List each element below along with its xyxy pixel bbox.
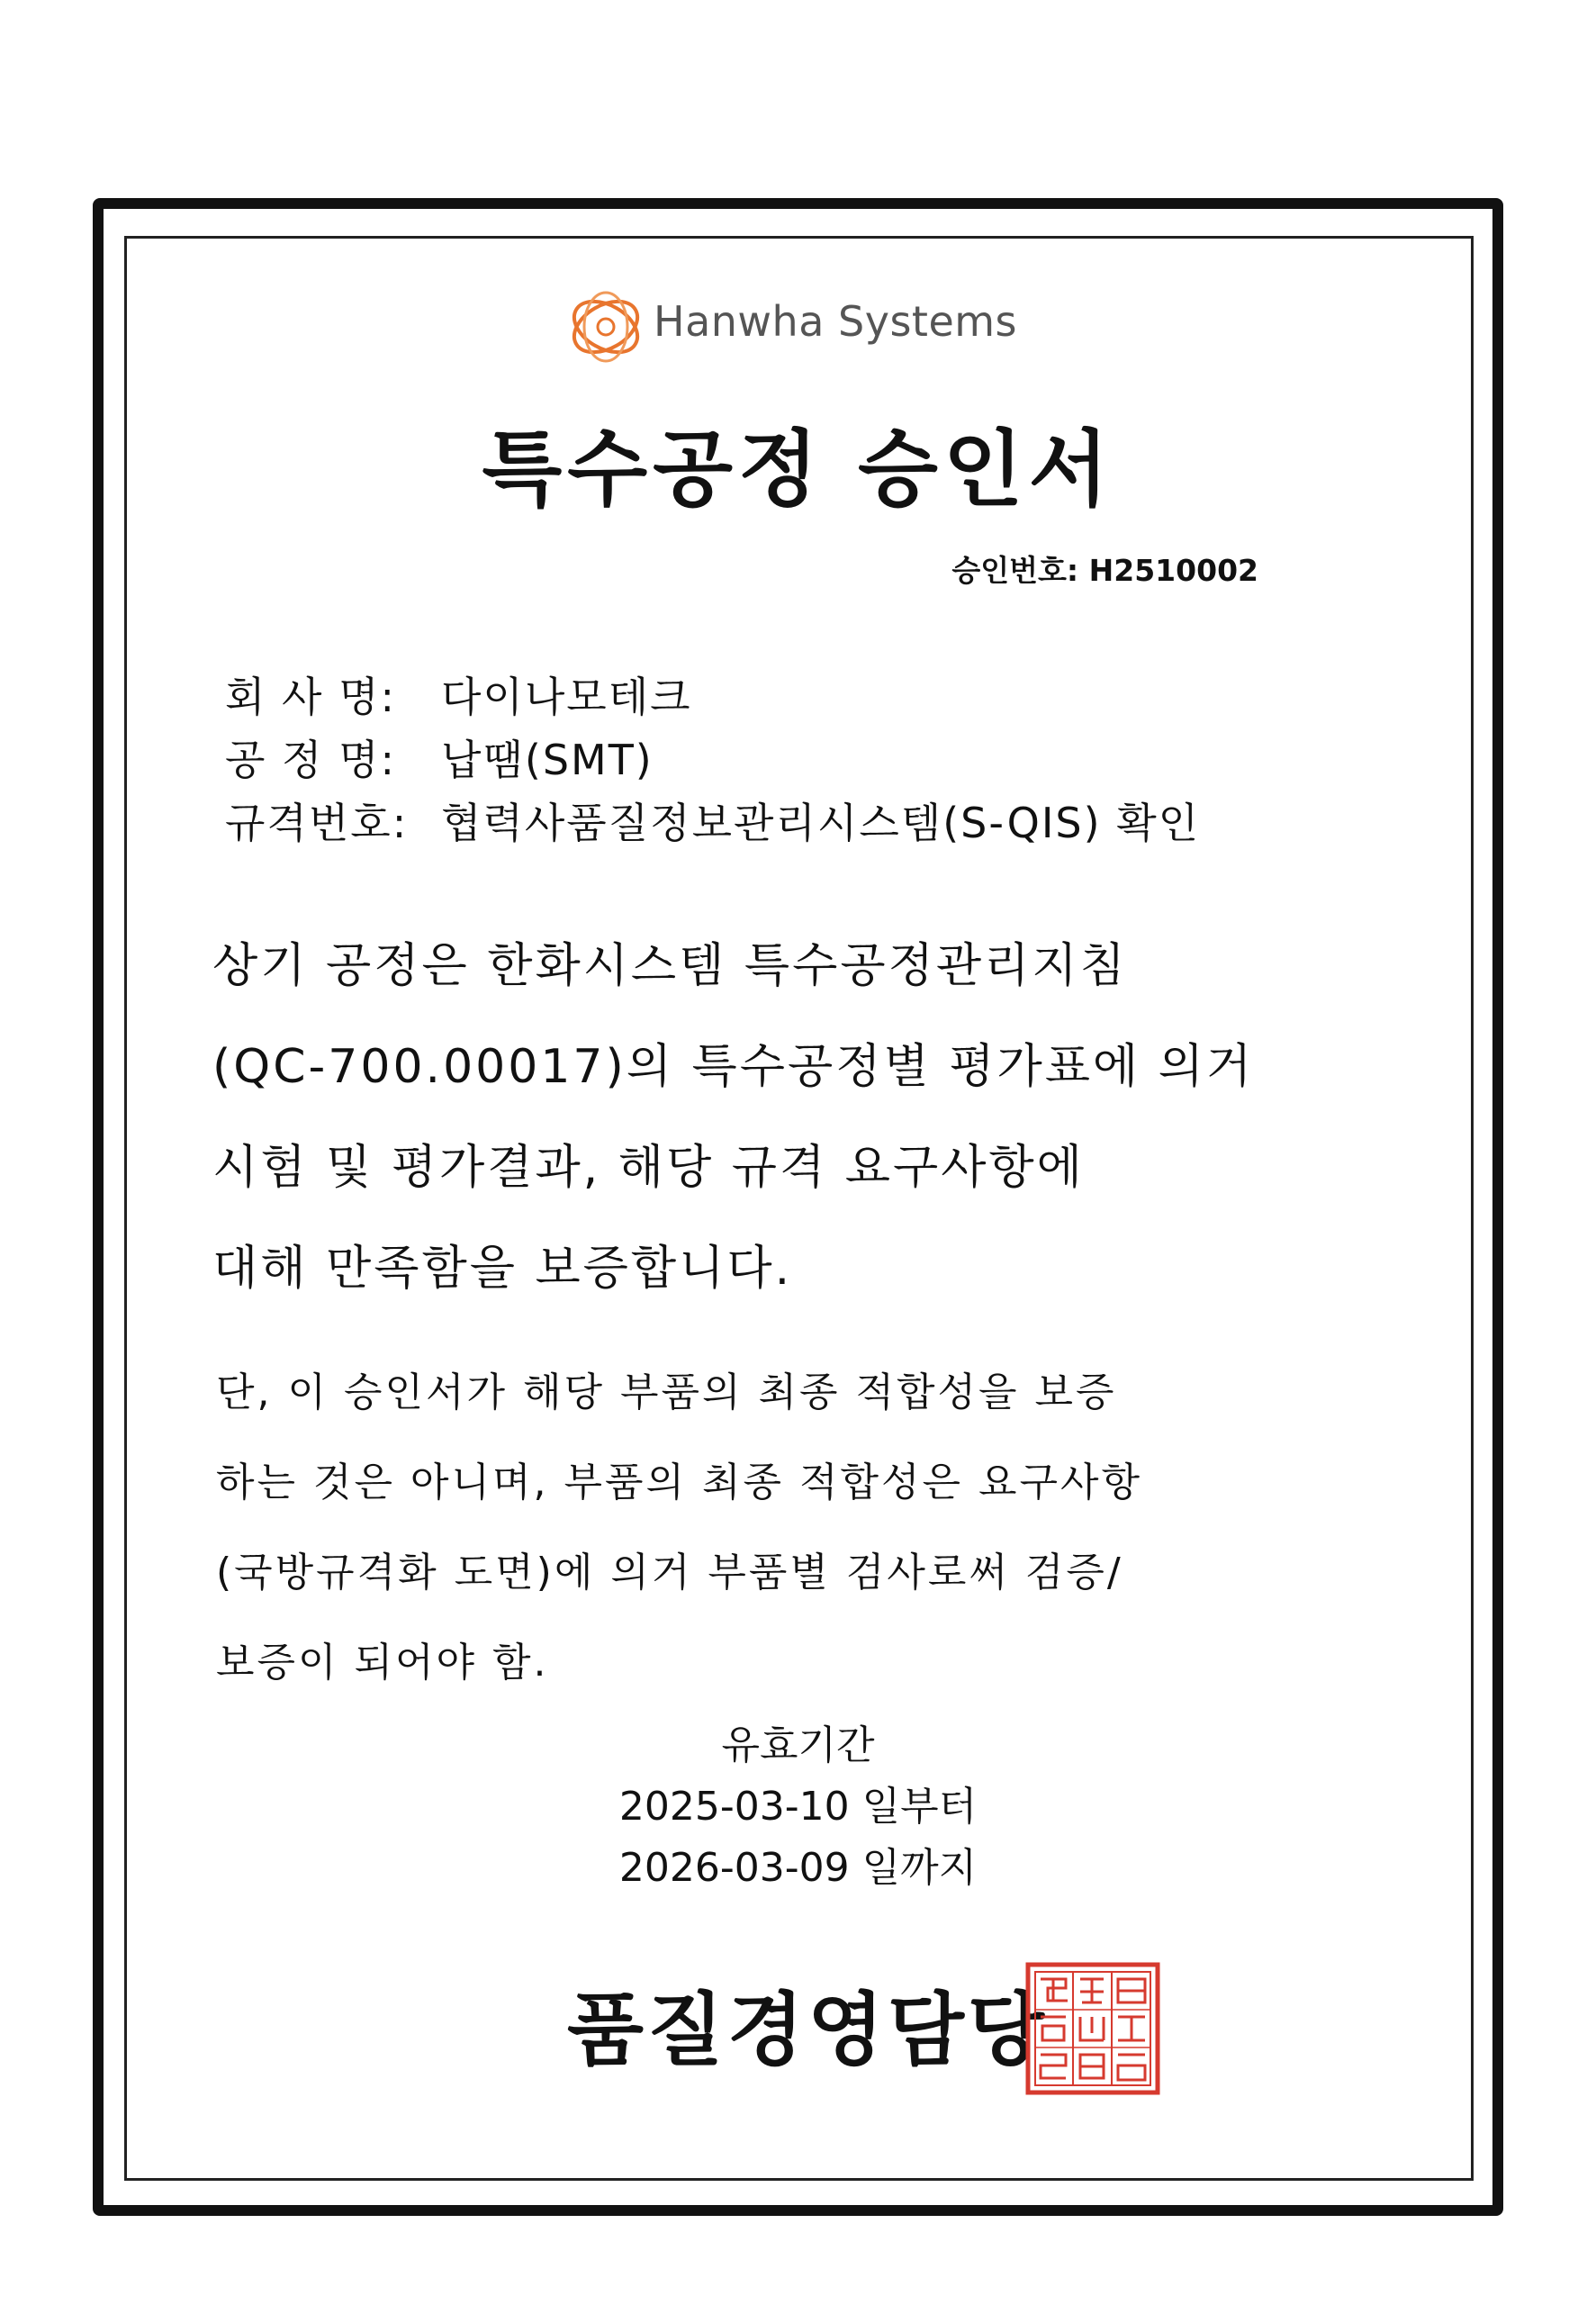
info-label: 회 사 명:: [225, 673, 397, 721]
official-seal: [1024, 1961, 1161, 2096]
disclaimer-line: 하는 것은 아니며, 부품의 최종 적합성은 요구사항: [216, 1460, 1142, 1505]
info-row-process: [225, 728, 1200, 791]
issuer-name: 품질경영담당: [567, 1984, 1049, 2076]
info-label: 공 정 명:: [225, 736, 397, 784]
disclaimer-line: 보증이 되어야 함.: [216, 1640, 549, 1686]
disclaimer-line: (국방규격화 도면)에 의거 부품별 검사로써 검증/: [216, 1550, 1123, 1595]
statement-line: 시험 및 평가결과, 해당 규격 요구사항에: [212, 1141, 1085, 1195]
approval-number: [951, 547, 1258, 590]
validity-to: 2026-03-09 일까지: [618, 1845, 978, 1891]
disclaimer-paragraph: [216, 1360, 1142, 1720]
statement-line: 대해 만족함을 보증합니다.: [212, 1242, 793, 1296]
info-label: 규격번호:: [225, 799, 409, 847]
info-value: 다이나모테크: [441, 673, 692, 721]
info-row-spec: [225, 791, 1200, 854]
validity-period: [0, 1713, 1596, 1896]
statement-paragraph: [212, 927, 1254, 1331]
approval-number-value: H2510002: [1088, 553, 1258, 588]
info-value: 납땜(SMT): [441, 736, 654, 784]
info-value: 협력사품질정보관리시스템(S-QIS) 확인: [441, 799, 1201, 847]
document-title: 특수공정 승인서: [482, 421, 1114, 518]
official-seal-icon: [1024, 1961, 1161, 2096]
validity-label: 유효기간: [721, 1722, 875, 1768]
validity-from: 2025-03-10 일부터: [618, 1784, 978, 1830]
logo-text: Hanwha Systems: [654, 297, 1018, 346]
approval-number-label: 승인번호:: [951, 553, 1079, 588]
disclaimer-line: 단, 이 승인서가 해당 부품의 최종 적합성을 보증: [216, 1369, 1117, 1415]
statement-line: 상기 공정은 한화시스템 특수공정관리지침: [212, 939, 1128, 993]
info-block: [225, 664, 1200, 854]
hanwha-logo-icon: [565, 286, 651, 367]
hanwha-logo: [565, 286, 1033, 367]
info-row-company: [225, 664, 1200, 728]
statement-line: (QC-700.00017)의 특수공정별 평가표에 의거: [212, 1040, 1255, 1094]
